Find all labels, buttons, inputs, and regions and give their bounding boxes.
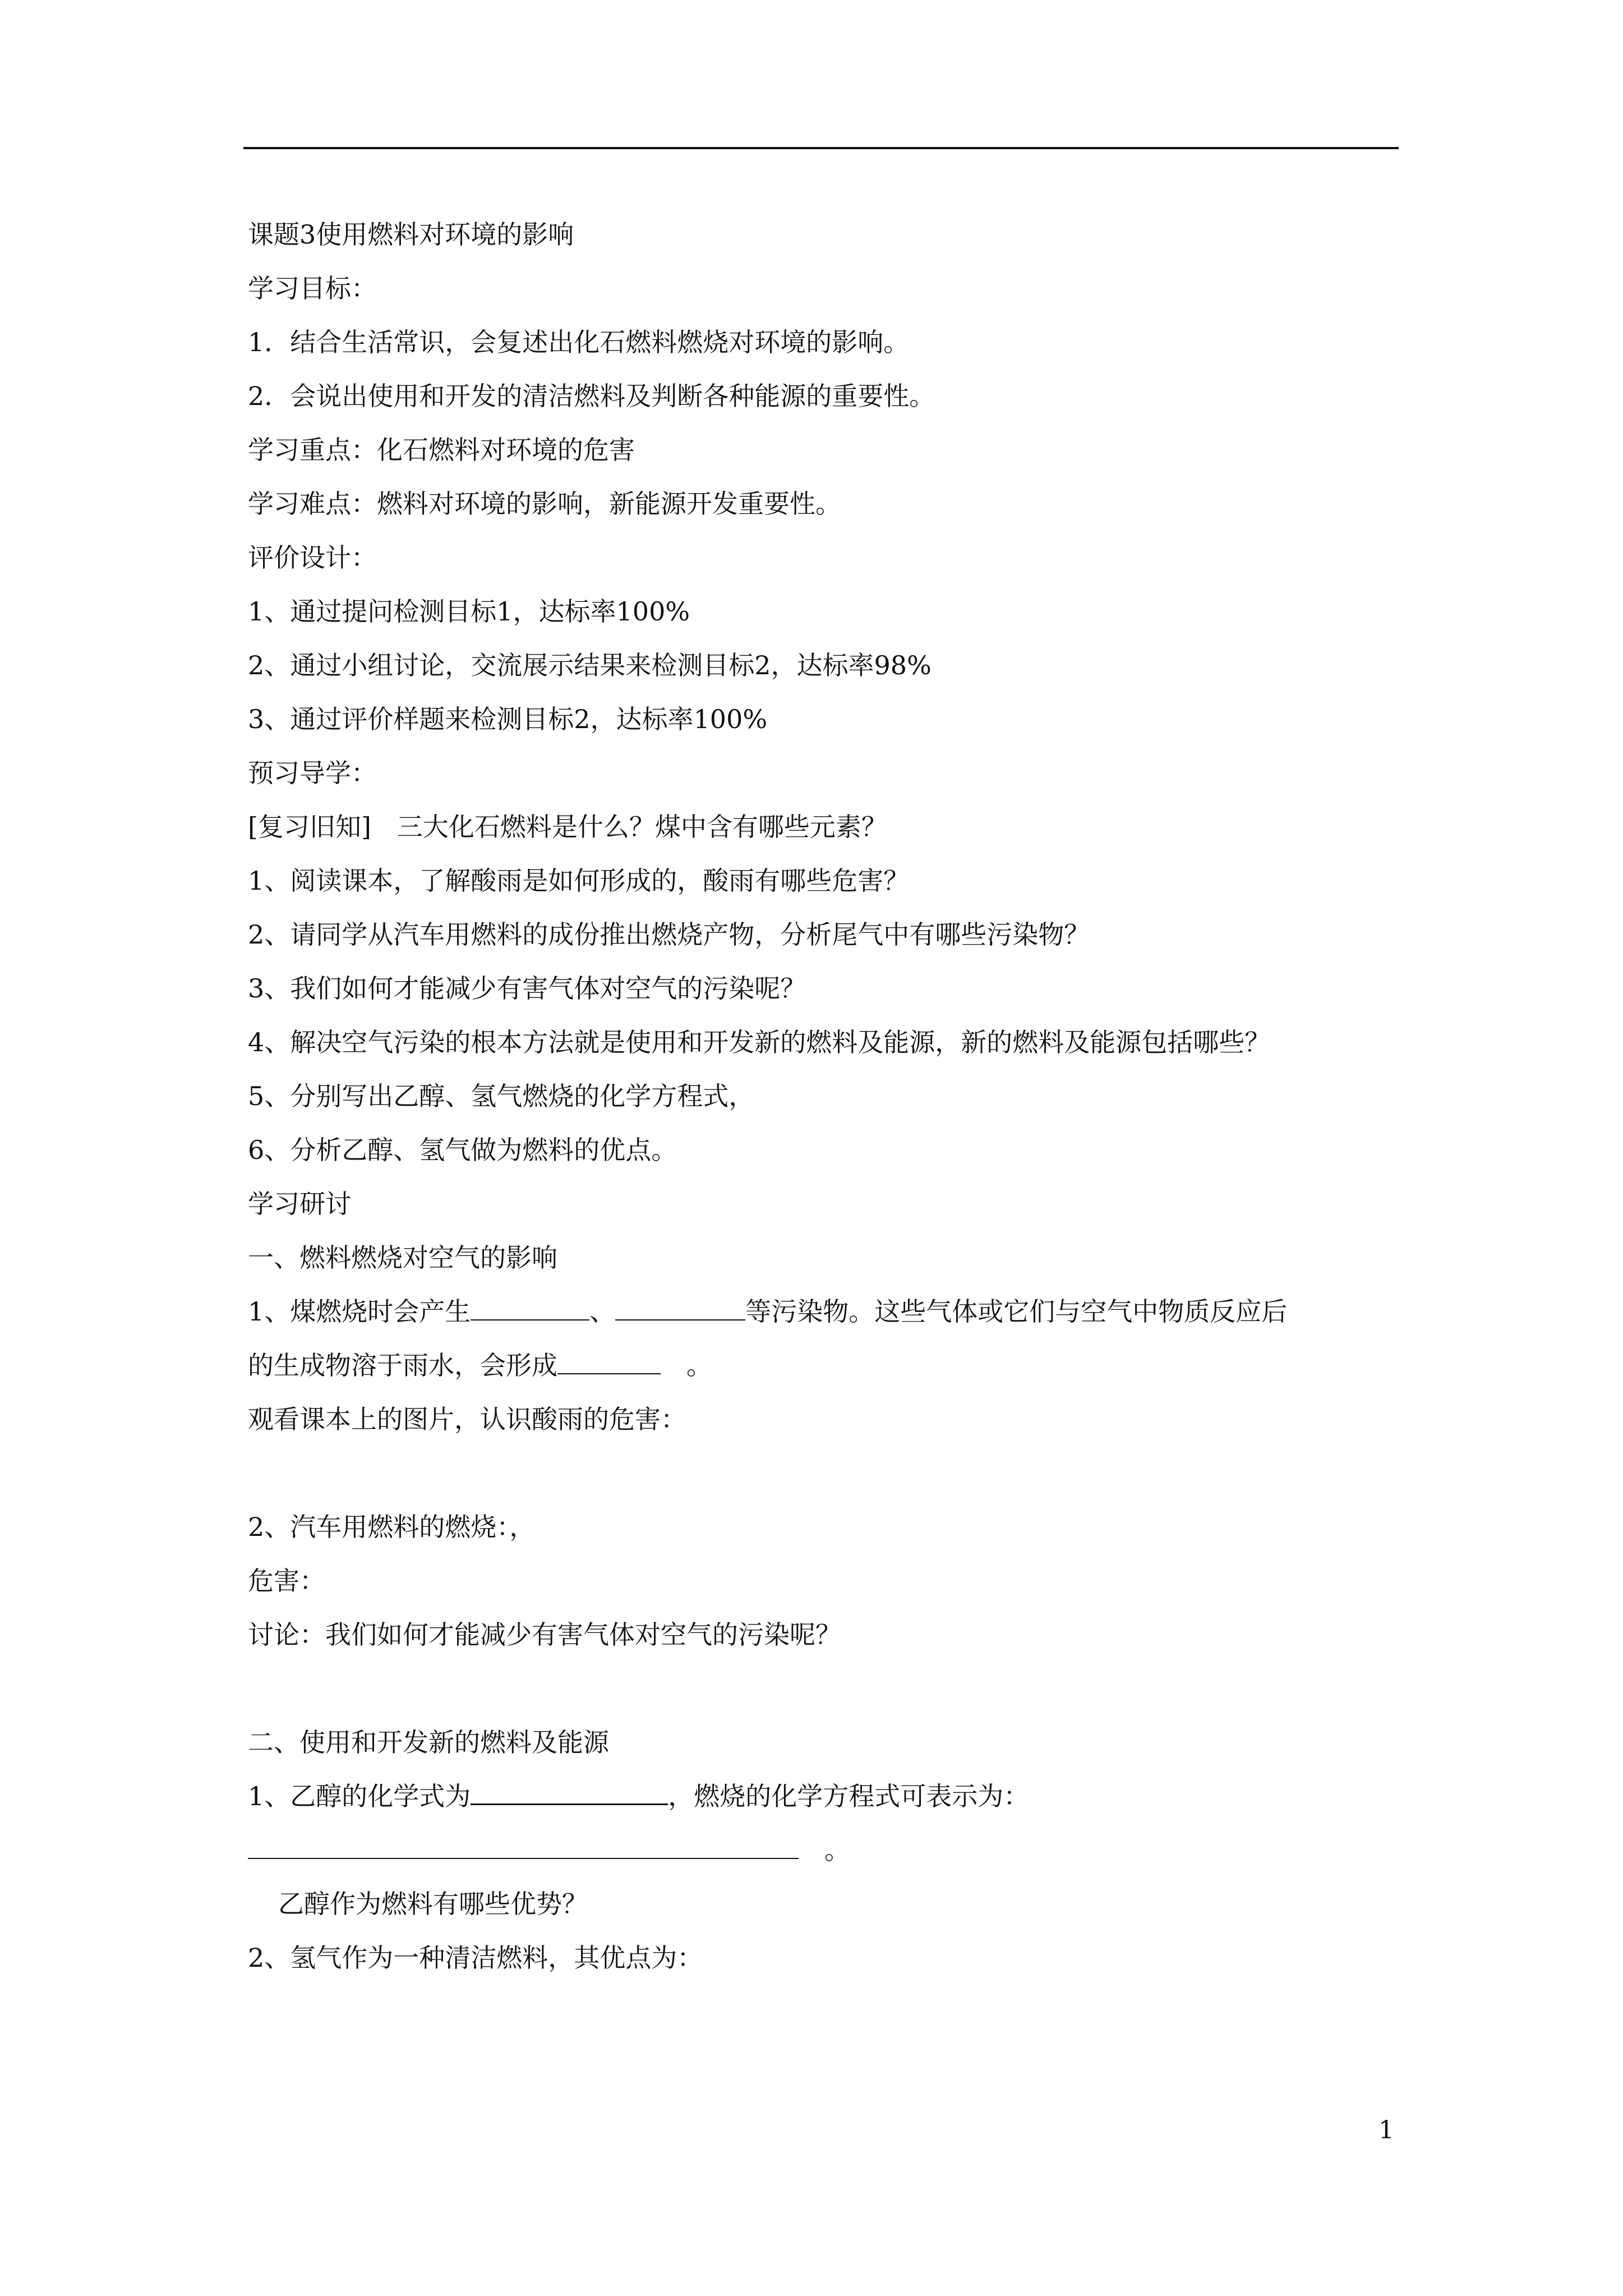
equation-line: [248, 1823, 1403, 1877]
answer-space: [248, 1446, 1403, 1500]
page-number: 1: [1378, 2116, 1394, 2145]
ethanol-advantage-prompt: 乙醇作为燃料有哪些优势？: [278, 1889, 588, 1919]
section2-heading: 二、使用和开发新的燃料及能源: [248, 1727, 609, 1757]
section1-question-1-cont: [248, 1338, 1403, 1392]
evaluation-item: 1、通过提问检测目标1，达标率100%: [248, 596, 690, 627]
lesson-title: 课题3使用燃料对环境的影响: [248, 219, 574, 250]
evaluation-item: 3、通过评价样题来检测目标2，达标率100%: [248, 704, 768, 734]
preview-item: 3、我们如何才能减少有害气体对空气的污染呢？: [248, 973, 806, 1004]
objective-item: 1．结合生活常识，会复述出化石燃料燃烧对环境的影响。: [248, 327, 910, 357]
difficulty: 学习难点：燃料对环境的影响，新能源开发重要性。: [248, 489, 841, 519]
equation-blank[interactable]: [248, 1829, 799, 1859]
preview-item: 4、解决空气污染的根本方法就是使用和开发新的燃料及能源，新的燃料及能源包括哪些？: [248, 1027, 1271, 1057]
answer-blank-3[interactable]: [557, 1344, 661, 1374]
section2-question-2: 2、氢气作为一种清洁燃料，其优点为：: [248, 1943, 703, 1973]
q1-end: 。: [661, 1350, 712, 1381]
preview-item: 1、阅读课本，了解酸雨是如何形成的，酸雨有哪些危害？: [248, 866, 910, 896]
section1-heading: 一、燃料燃烧对空气的影响: [248, 1243, 557, 1273]
ethanol-formula-blank[interactable]: [471, 1774, 668, 1805]
preview-item: 5、分别写出乙醇、氢气燃烧的化学方程式，: [248, 1081, 755, 1111]
q1-text-line2: 的生成物溶于雨水，会形成: [248, 1350, 557, 1381]
section1-question-2: 2、汽车用燃料的燃烧：，: [248, 1512, 536, 1542]
header-rule: [243, 147, 1399, 149]
discussion-prompt: 讨论：我们如何才能减少有害气体对空气的污染呢？: [248, 1619, 841, 1650]
review-prompt: [复习旧知] 三大化石燃料是什么？煤中含有哪些元素？: [248, 812, 887, 842]
preview-heading: 预习导学：: [248, 758, 377, 788]
key-point: 学习重点：化石燃料对环境的危害: [248, 435, 635, 465]
ethanol-text-part2: ，燃烧的化学方程式可表示为：: [668, 1781, 1030, 1811]
q1-text-part1: 1、煤燃烧时会产生: [248, 1296, 471, 1327]
objective-item: 2．会说出使用和开发的清洁燃料及判断各种能源的重要性。: [248, 381, 935, 411]
preview-item: 6、分析乙醇、氢气做为燃料的优点。: [248, 1135, 677, 1165]
acid-rain-prompt: 观看课本上的图片，认识酸雨的危害：: [248, 1404, 686, 1434]
answer-blank-2[interactable]: [615, 1290, 745, 1320]
answer-blank-1[interactable]: [471, 1290, 589, 1320]
evaluation-heading: 评价设计：: [248, 542, 377, 573]
q1-text-part2: 等污染物。这些气体或它们与空气中物质反应后: [745, 1296, 1288, 1327]
equation-end: 。: [799, 1835, 850, 1865]
ethanol-text-part1: 1、乙醇的化学式为: [248, 1781, 471, 1811]
preview-item: 2、请同学从汽车用燃料的成份推出燃烧产物，分析尾气中有哪些污染物？: [248, 919, 1090, 950]
study-heading: 学习研讨: [248, 1189, 351, 1219]
objectives-heading: 学习目标：: [248, 273, 377, 303]
document-body: [248, 208, 1403, 1985]
harm-label: 危害：: [248, 1566, 325, 1596]
evaluation-item: 2、通过小组讨论，交流展示结果来检测目标2，达标率98%: [248, 650, 932, 680]
section1-question-1: [248, 1285, 1403, 1338]
answer-space: [248, 1662, 1403, 1715]
section2-question-1: [248, 1769, 1403, 1823]
q1-separator: 、: [589, 1296, 616, 1327]
